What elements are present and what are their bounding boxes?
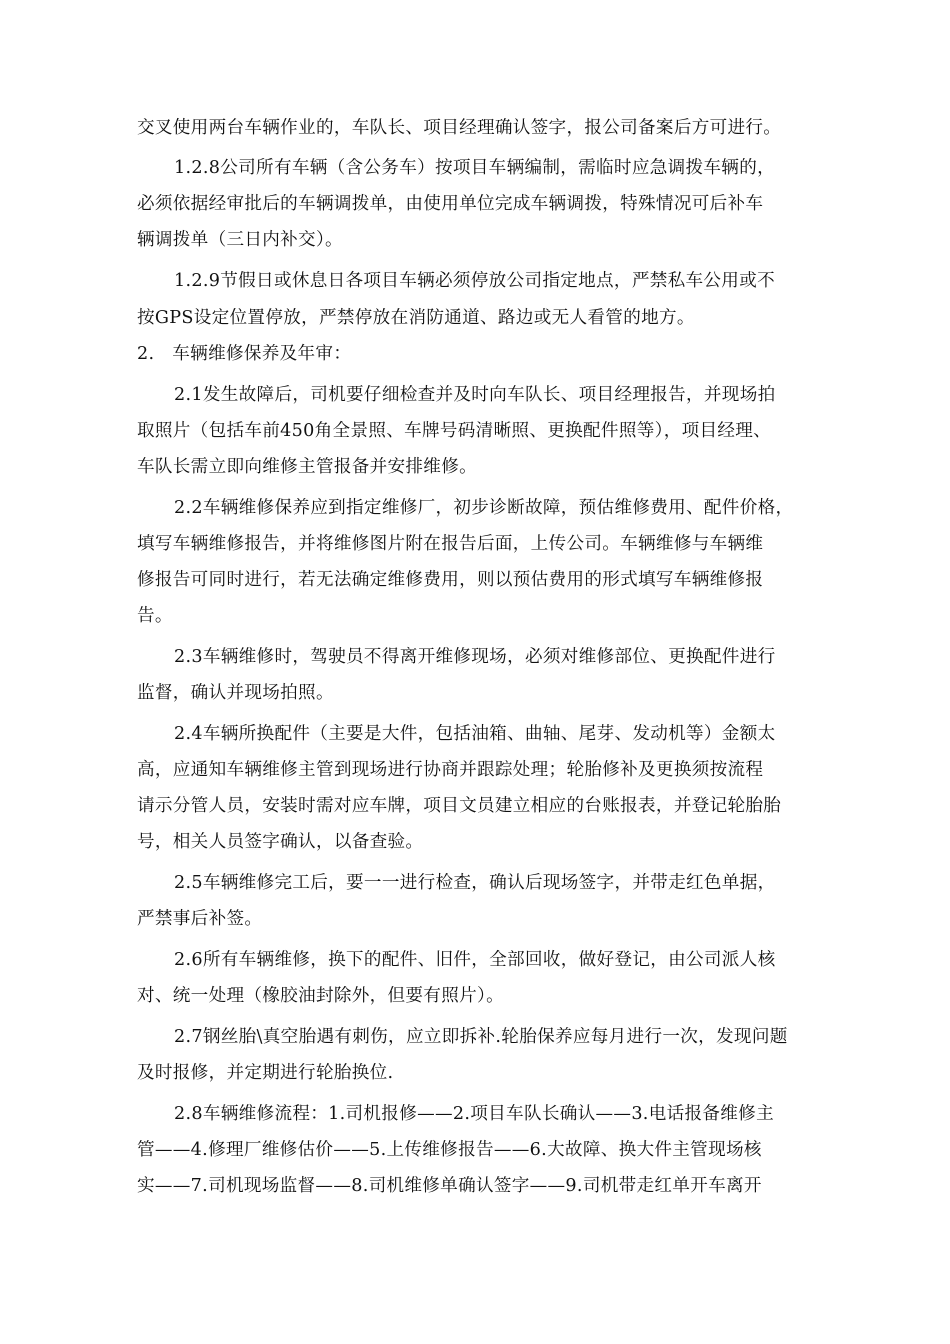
text-line: 2.8车辆维修流程：1.司机报修——2.项目车队长确认——3.电话报备维修主: [174, 1104, 774, 1124]
text-line: 必须依据经审批后的车辆调拨单，由使用单位完成车辆调拨，特殊情况可后补车: [137, 194, 764, 214]
text-line: 2.3车辆维修时，驾驶员不得离开维修现场，必须对维修部位、更换配件进行: [174, 647, 776, 667]
text-line: 按GPS设定位置停放，严禁停放在消防通道、路边或无人看管的地方。: [137, 308, 695, 328]
text-line: 2.2车辆维修保养应到指定维修厂，初步诊断故障，预估维修费用、配件价格，: [174, 498, 794, 518]
text-line: 辆调拨单（三日内补交）。: [137, 230, 343, 250]
text-line: 填写车辆维修报告，并将维修图片附在报告后面，上传公司。车辆维修与车辆维: [137, 534, 764, 554]
text-line: 高，应通知车辆维修主管到现场进行协商并跟踪处理；轮胎修补及更换须按流程: [137, 760, 764, 780]
text-line: 管——4.修理厂维修估价——5.上传维修报告——6.大故障、换大件主管现场核: [137, 1140, 762, 1160]
text-line: 2.7钢丝胎\真空胎遇有刺伤，应立即拆补.轮胎保养应每月进行一次，发现问题: [174, 1027, 788, 1047]
text-line: 取照片（包括车前450角全景照、车牌号码清晰照、更换配件照等），项目经理、: [137, 421, 772, 441]
text-line: 严禁事后补签。: [137, 909, 263, 929]
text-line: 2.5车辆维修完工后，要一一进行检查，确认后现场签字，并带走红色单据，: [174, 873, 776, 893]
text-line: 2.1发生故障后，司机要仔细检查并及时向车队长、项目经理报告，并现场拍: [174, 385, 776, 405]
text-line: 请示分管人员，安装时需对应车牌，项目文员建立相应的台账报表，并登记轮胎胎: [137, 796, 782, 816]
text-line: 对、统一处理（橡胶油封除外，但要有照片）。: [137, 986, 504, 1006]
text-line: 交叉使用两台车辆作业的，车队长、项目经理确认签字，报公司备案后方可进行。: [137, 118, 782, 138]
text-line: 及时报修，并定期进行轮胎换位.: [137, 1063, 394, 1083]
text-line: 2.6所有车辆维修，换下的配件、旧件，全部回收，做好登记，由公司派人核: [174, 950, 776, 970]
text-line: 修报告可同时进行，若无法确定维修费用，则以预估费用的形式填写车辆维修报: [137, 570, 764, 590]
text-line: 告。: [137, 606, 173, 626]
text-line: 实——7.司机现场监督——8.司机维修单确认签字——9.司机带走红单开车离开: [137, 1176, 762, 1196]
text-line: 1.2.8公司所有车辆（含公务车）按项目车辆编制，需临时应急调拨车辆的，: [174, 158, 775, 178]
text-line: 2.4车辆所换配件（主要是大件，包括油箱、曲轴、尾芽、发动机等）金额太: [174, 724, 776, 744]
section-heading: 2. 车辆维修保养及年审：: [137, 344, 352, 364]
text-line: 号，相关人员签字确认，以备查验。: [137, 832, 424, 852]
text-line: 车队长需立即向维修主管报备并安排维修。: [137, 457, 477, 477]
text-line: 1.2.9节假日或休息日各项目车辆必须停放公司指定地点，严禁私车公用或不: [174, 271, 775, 291]
text-line: 监督，确认并现场拍照。: [137, 683, 334, 703]
